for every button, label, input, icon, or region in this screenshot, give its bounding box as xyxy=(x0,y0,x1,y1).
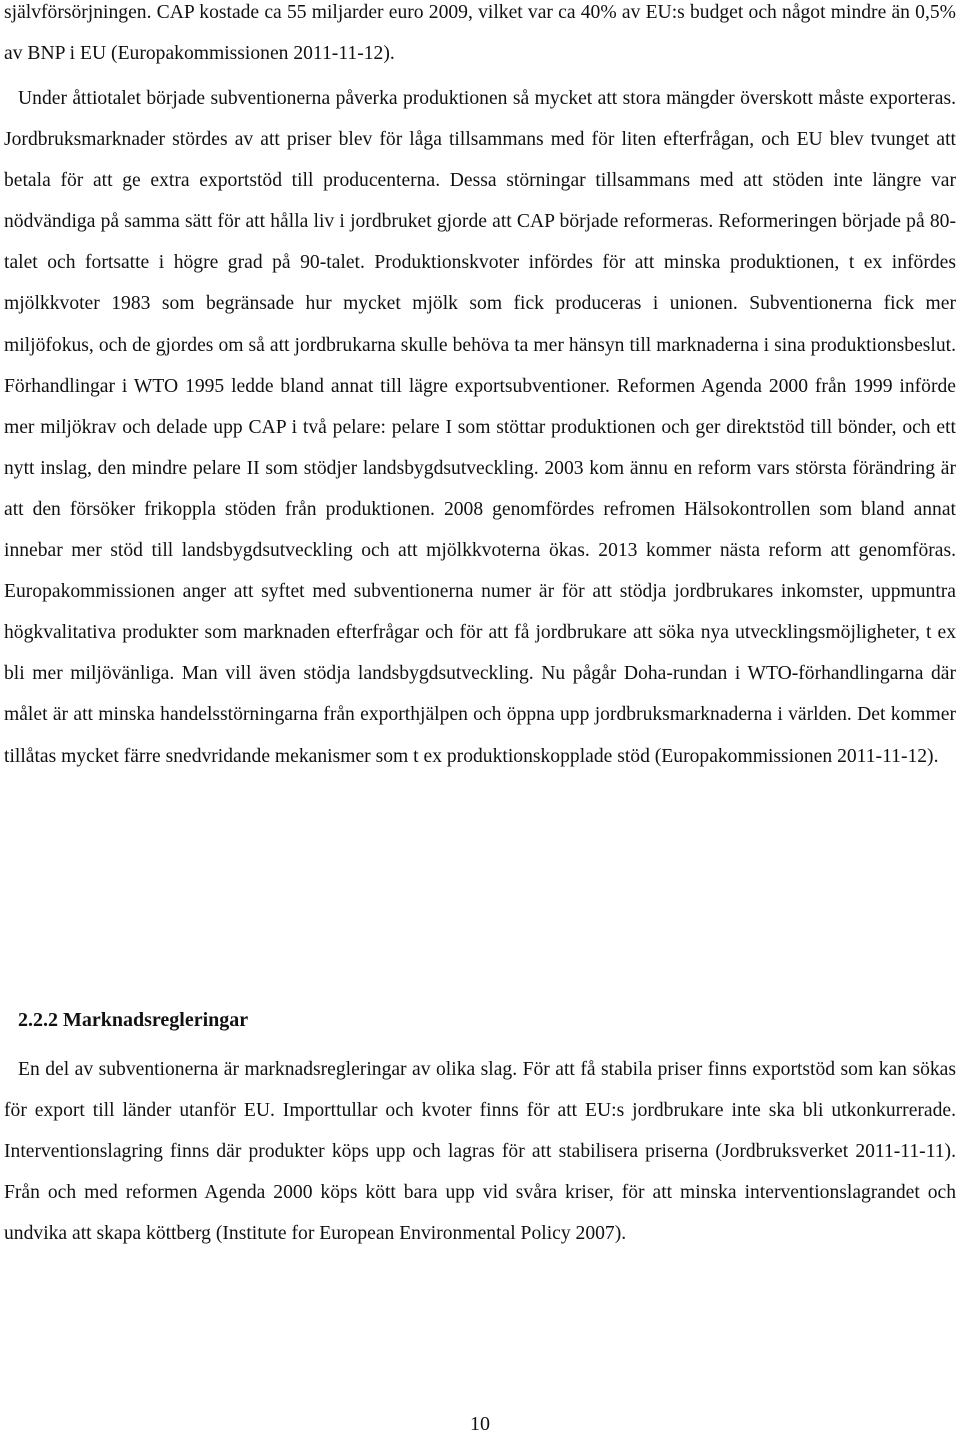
paragraph-cap-budget: självförsörjningen. CAP kostade ca 55 miljarder euro 2009, vilket var ca 40% av EU:s budget och något mindre än 0,5% av BNP i EU (Europakommissionen 2011-11-12). xyxy=(4,2,956,65)
paragraph-cap-reforms: Under åttiotalet började subventionerna påverka produktionen så mycket att stora mängder överskott måste exporteras. Jordbruksmarknader stördes av att priser blev för låga tillsammans med för liten efterfrågan, och EU blev tvunget att betala för att ge extra exportstöd till producenterna. Dessa störningar tillsammans med att stöden inte längre var nödvändiga på samma sätt för att hålla liv i jordbruket gjorde att CAP började reformeras. Reformeringen började på 80-talet och fortsatte i högre grad på 90-talet. Produktionskvoter infördes för att minska produktionen, t ex infördes mjölkkvoter 1983 som begränsade hur mycket mjölk som fick produceras i unionen. Subventionerna fick mer miljöfokus, och de gjordes om så att jordbrukarna skulle behöva ta mer hänsyn till marknaderna i sina produktionsbeslut. Förhandlingar i WTO 1995 ledde bland annat till lägre exportsubventioner. Reformen Agenda 2000 från 1999 införde mer miljökrav och delade upp CAP i två pelare: pelare I som stöttar produktionen och ger direktstöd till bönder, och ett nytt inslag, den mindre pelare II som stödjer landsbygdsutveckling. 2003 kom ännu en reform vars största förändring är att den försöker frikoppla stöden från produktionen. 2008 genomfördes refromen Hälsokontrollen som bland annat innebar mer stöd till landsbygdsutveckling och att mjölkkvoterna ökas. 2013 kommer nästa reform att genomföras. Europakommissionen anger att syftet med subventionerna numer är för att stödja jordbrukares inkomster, uppmuntra högkvalitativa produkter som marknaden efterfrågar och för att få jordbrukare att söka nya utvecklingsmöjligheter, t ex bli mer miljövänliga. Man vill även stödja landsbygdsutveckling. Nu pågår Doha-rundan i WTO-förhandlingarna där målet är att minska handelsstörningarna från exporthjälpen och öppna upp jordbruksmarknaderna i världen. Det kommer tillåtas mycket färre snedvridande mekanismer som t ex produktionskopplade stöd (Europakommissionen 2011-11-12). xyxy=(4,88,956,767)
paragraph-market-regulations: En del av subventionerna är marknadsregleringar av olika slag. För att få stabila priser finns exportstöd som kan sökas för export till länder utanför EU. Importtullar och kvoter finns för att EU:s jordbrukare inte ska bli utkonkurrerade. Interventionslagring finns där produkter köps upp och lagras för att stabilisera priserna (Jordbruksverket 2011-11-11). Från och med reformen Agenda 2000 köps kött bara upp vid svåra kriser, för att minska interventionslagrandet och undvika att skapa köttberg (Institute for European Environmental Policy 2007). xyxy=(4,1059,956,1245)
page-number: 10 xyxy=(470,1413,490,1435)
section-heading: 2.2.2 Marknadsregleringar xyxy=(18,1009,249,1031)
